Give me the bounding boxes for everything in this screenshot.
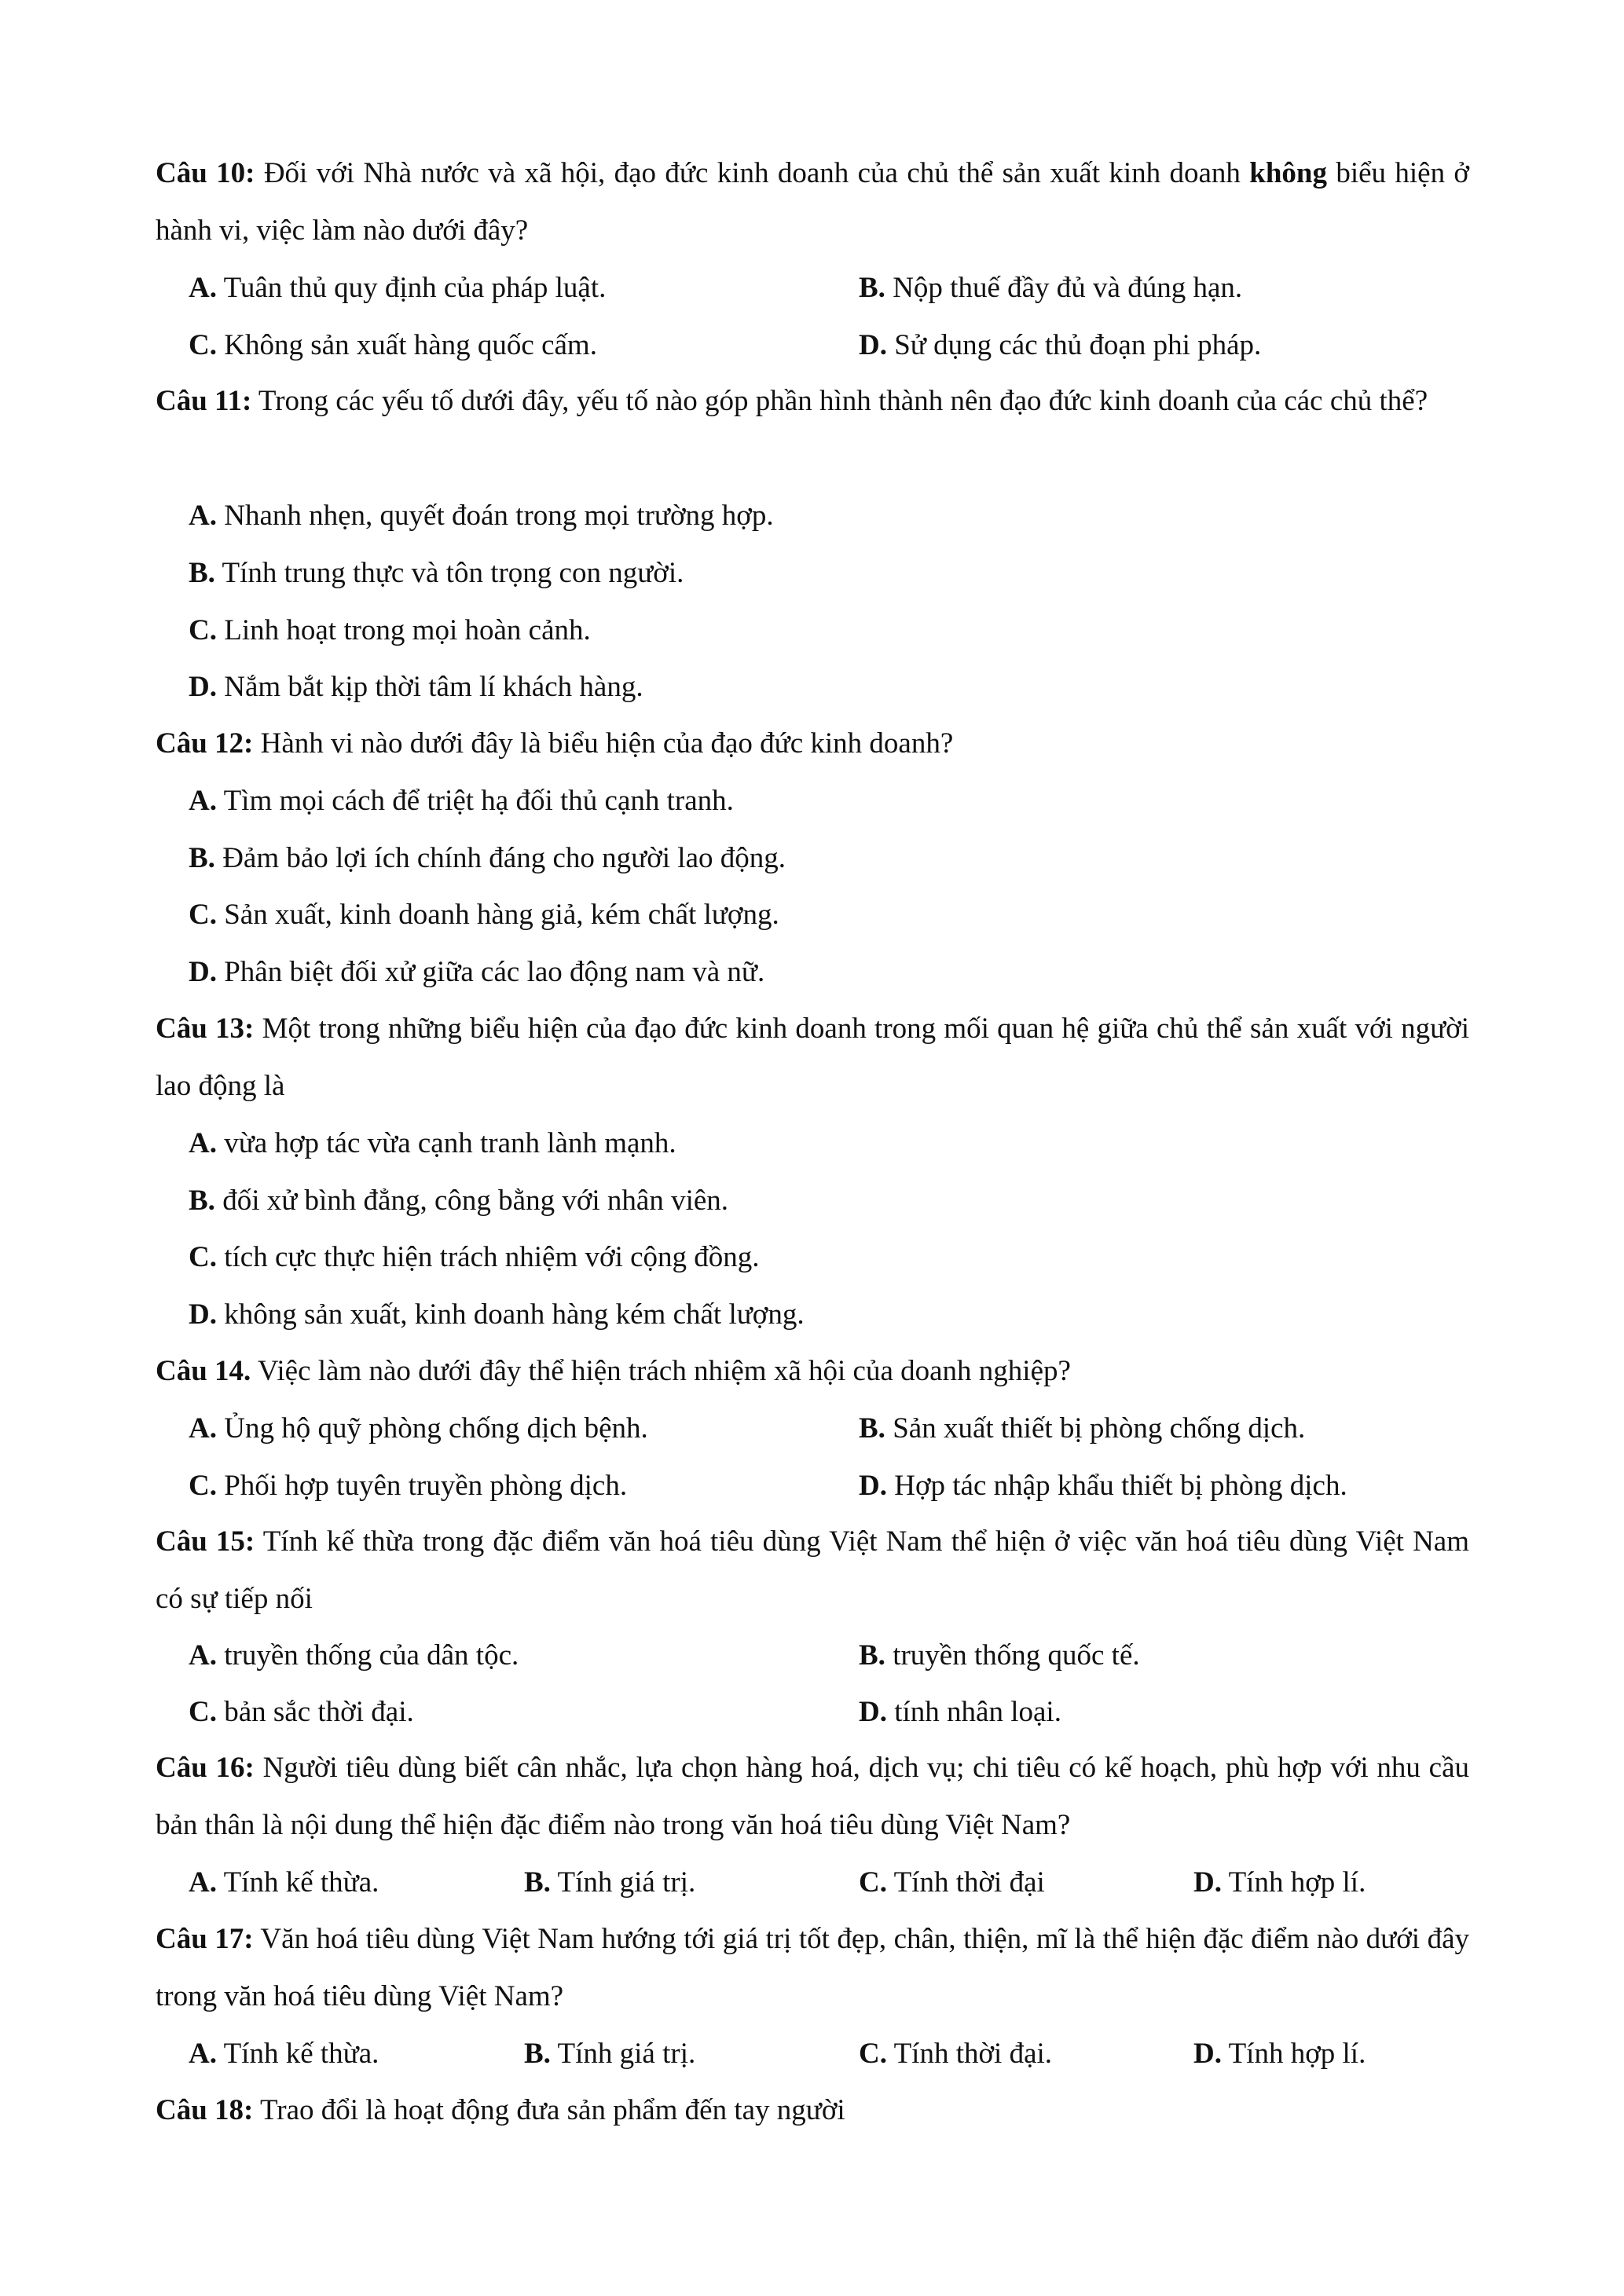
question-15-option-b	[859, 1627, 1140, 1684]
question-10-option-c	[189, 317, 597, 374]
question-text: Hành vi nào dưới đây là biểu hiện của đạo đức kinh doanh?	[253, 727, 954, 760]
option-text: Nhanh nhẹn, quyết đoán trong mọi trường hợp.	[216, 500, 774, 532]
option-letter: C.	[859, 2038, 887, 2070]
question-17-option-a	[189, 2025, 379, 2082]
option-text: Tính kế thừa.	[216, 1866, 379, 1899]
option-letter: D.	[1193, 1866, 1222, 1899]
option-text: không sản xuất, kinh doanh hàng kém chất lượng.	[216, 1298, 805, 1331]
option-text: tích cực thực hiện trách nhiệm với cộng đồng.	[216, 1241, 760, 1273]
question-15-stem	[156, 1513, 1469, 1628]
option-text: Tính giá trị.	[550, 2038, 696, 2070]
option-letter: A.	[189, 2038, 217, 2070]
option-text: Linh hoạt trong mọi hoàn cảnh.	[216, 614, 591, 646]
question-text: Việc làm nào dưới đây thể hiện trách nhiệm xã hội của doanh nghiệp?	[251, 1355, 1071, 1387]
option-text: truyền thống của dân tộc.	[216, 1639, 519, 1672]
option-letter: D.	[859, 1470, 887, 1502]
question-text: Người tiêu dùng biết cân nhắc, lựa chọn hàng hoá, dịch vụ; chi tiêu có kế hoạch, phù hợp với nhu cầu bản thân là nội dung thể hiện đặc điểm nào trong văn hoá tiêu dùng Việt Nam?	[156, 1752, 1469, 1841]
option-text: đối xử bình đẳng, công bằng với nhân viên.	[214, 1185, 729, 1217]
question-16-stem	[156, 1739, 1469, 1854]
option-letter: A.	[189, 785, 217, 817]
option-letter: C.	[189, 899, 217, 931]
option-letter: D.	[859, 329, 887, 361]
question-number: Câu 13:	[156, 1013, 255, 1045]
question-12-option-c	[189, 886, 779, 943]
question-10-option-a	[189, 259, 606, 317]
option-letter: B.	[189, 1185, 215, 1217]
question-16-option-c	[859, 1854, 1045, 1911]
option-text: Sản xuất thiết bị phòng chống dịch.	[885, 1412, 1306, 1445]
question-text: biểu hiện ở hành vi, việc làm nào dưới đây?	[156, 157, 1469, 247]
option-letter: D.	[859, 1696, 887, 1728]
question-number: Câu 11:	[156, 385, 252, 417]
option-text: bản sắc thời đại.	[216, 1696, 414, 1728]
question-text: Một trong những biểu hiện của đạo đức kinh doanh trong mối quan hệ giữa chủ thể sản xuất với người lao động là	[156, 1013, 1469, 1102]
option-letter: C.	[189, 1696, 217, 1728]
option-letter: B.	[859, 1639, 885, 1672]
question-12-option-b	[189, 829, 786, 887]
option-text: vừa hợp tác vừa cạnh tranh lành mạnh.	[216, 1127, 676, 1159]
option-text: Hợp tác nhập khẩu thiết bị phòng dịch.	[886, 1470, 1347, 1502]
option-text: Phân biệt đối xử giữa các lao động nam và nữ.	[216, 956, 765, 988]
question-15-option-a	[189, 1627, 519, 1684]
question-13-option-c	[189, 1229, 760, 1286]
option-text: Nộp thuế đầy đủ và đúng hạn.	[885, 272, 1243, 304]
question-14-option-c	[189, 1457, 627, 1514]
option-text: Tính kế thừa.	[216, 2038, 379, 2070]
option-text: Tính hợp lí.	[1221, 1866, 1366, 1899]
question-14-option-a	[189, 1400, 648, 1457]
question-13-option-b	[189, 1172, 728, 1229]
option-text: Không sản xuất hàng quốc cấm.	[216, 329, 597, 361]
option-letter: A.	[189, 500, 217, 532]
option-letter: C.	[189, 614, 217, 646]
question-12-stem	[156, 715, 1469, 772]
question-16-option-a	[189, 1854, 379, 1911]
option-letter: D.	[189, 671, 217, 703]
question-12-option-a	[189, 772, 734, 829]
question-number: Câu 14.	[156, 1355, 251, 1387]
question-13-option-d	[189, 1286, 805, 1343]
question-17-stem	[156, 1910, 1469, 2025]
question-13-stem	[156, 1000, 1469, 1115]
question-number: Câu 18:	[156, 2094, 254, 2126]
question-15-option-c	[189, 1683, 414, 1741]
option-text: Sản xuất, kinh doanh hàng giả, kém chất lượng.	[216, 899, 779, 931]
question-15-option-d	[859, 1683, 1061, 1741]
option-letter: D.	[189, 956, 217, 988]
option-text: Tính hợp lí.	[1221, 2038, 1366, 2070]
question-18-stem	[156, 2082, 1469, 2139]
option-letter: A.	[189, 272, 217, 304]
question-text: Văn hoá tiêu dùng Việt Nam hướng tới giá trị tốt đẹp, chân, thiện, mĩ là thể hiện đặc điểm nào dưới đây trong văn hoá tiêu dùng Việt Nam?	[156, 1923, 1469, 2012]
question-11-option-b	[189, 544, 684, 602]
option-letter: C.	[859, 1866, 887, 1899]
option-letter: C.	[189, 1241, 217, 1273]
question-17-option-c	[859, 2025, 1052, 2082]
emphasis-word: không	[1249, 157, 1327, 189]
option-letter: A.	[189, 1639, 217, 1672]
option-text: Tuân thủ quy định của pháp luật.	[216, 272, 607, 304]
question-number: Câu 17:	[156, 1923, 254, 1955]
question-12-option-d	[189, 943, 764, 1001]
option-text: Tính giá trị.	[550, 1866, 696, 1899]
question-number: Câu 12:	[156, 727, 254, 760]
question-10-option-d	[859, 317, 1261, 374]
question-14-option-b	[859, 1400, 1305, 1457]
option-text: Ủng hộ quỹ phòng chống dịch bệnh.	[216, 1412, 648, 1445]
question-number: Câu 15:	[156, 1525, 255, 1558]
option-text: Phối hợp tuyên truyền phòng dịch.	[216, 1470, 628, 1502]
question-14-option-d	[859, 1457, 1347, 1514]
question-17-option-d	[1193, 2025, 1366, 2082]
question-11-option-d	[189, 658, 643, 716]
question-text: Trao đổi là hoạt động đưa sản phẩm đến tay người	[253, 2094, 845, 2126]
question-number: Câu 16:	[156, 1752, 255, 1784]
option-text: Tìm mọi cách để triệt hạ đối thủ cạnh tranh.	[216, 785, 734, 817]
option-text: Sử dụng các thủ đoạn phi pháp.	[886, 329, 1262, 361]
option-letter: B.	[524, 2038, 551, 2070]
question-14-stem	[156, 1342, 1469, 1400]
question-16-option-b	[524, 1854, 695, 1911]
option-text: Tính thời đại	[886, 1866, 1045, 1899]
option-letter: B.	[859, 1412, 885, 1445]
option-text: Tính trung thực và tôn trọng con người.	[214, 557, 684, 589]
question-10-stem	[156, 145, 1469, 259]
option-letter: A.	[189, 1866, 217, 1899]
question-text: Trong các yếu tố dưới đây, yếu tố nào góp phần hình thành nên đạo đức kinh doanh của các chủ thể?	[251, 385, 1428, 417]
question-text: Tính kế thừa trong đặc điểm văn hoá tiêu dùng Việt Nam thể hiện ở việc văn hoá tiêu dùng Việt Nam có sự tiếp nối	[156, 1525, 1469, 1615]
option-letter: A.	[189, 1127, 217, 1159]
question-11-stem	[156, 372, 1469, 430]
option-letter: A.	[189, 1412, 217, 1445]
option-letter: B.	[189, 842, 215, 874]
question-11-option-a	[189, 487, 774, 544]
question-text: Đối với Nhà nước và xã hội, đạo đức kinh doanh của chủ thể sản xuất kinh doanh	[255, 157, 1250, 189]
option-letter: B.	[189, 557, 215, 589]
option-letter: C.	[189, 1470, 217, 1502]
option-letter: D.	[189, 1298, 217, 1331]
option-letter: C.	[189, 329, 217, 361]
question-10-option-b	[859, 259, 1242, 317]
option-letter: B.	[859, 272, 885, 304]
option-text: Đảm bảo lợi ích chính đáng cho người lao động.	[214, 842, 786, 874]
option-text: Nắm bắt kịp thời tâm lí khách hàng.	[216, 671, 643, 703]
option-letter: D.	[1193, 2038, 1222, 2070]
question-16-option-d	[1193, 1854, 1366, 1911]
option-letter: B.	[524, 1866, 551, 1899]
option-text: tính nhân loại.	[886, 1696, 1061, 1728]
question-17-option-b	[524, 2025, 695, 2082]
question-13-option-a	[189, 1115, 676, 1172]
question-number: Câu 10:	[156, 157, 255, 189]
option-text: Tính thời đại.	[886, 2038, 1053, 2070]
question-11-option-c	[189, 602, 591, 659]
option-text: truyền thống quốc tế.	[885, 1639, 1140, 1672]
